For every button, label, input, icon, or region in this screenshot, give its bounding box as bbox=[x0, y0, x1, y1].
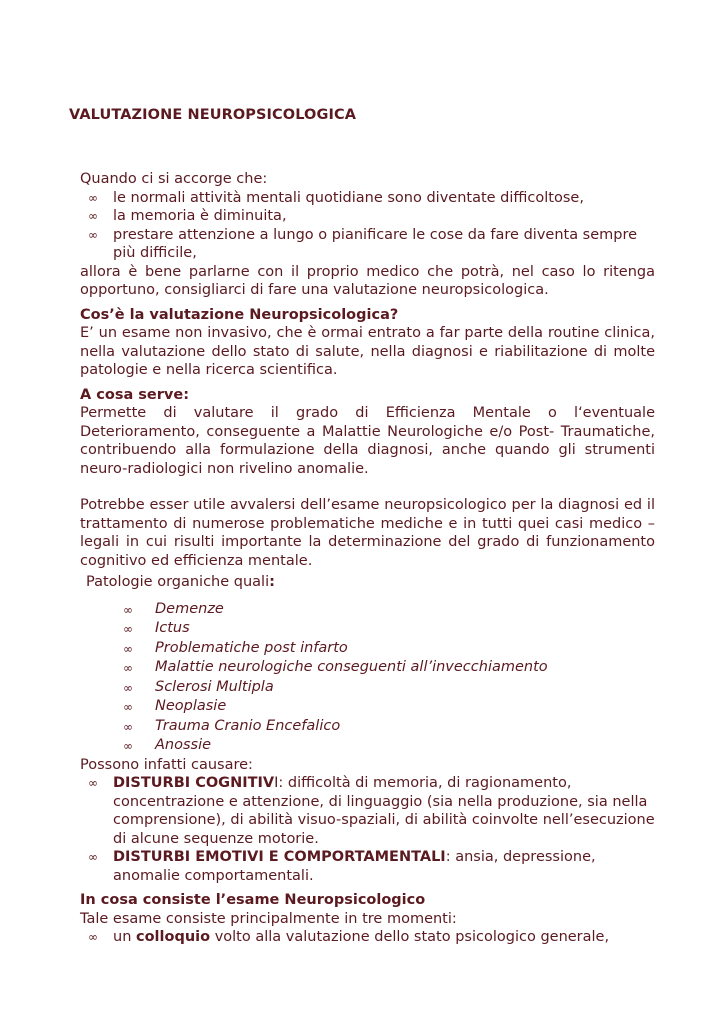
section-heading: Cos’è la valutazione Neuropsicologica? bbox=[80, 306, 399, 323]
list-item: ∞ Sclerosi Multipla bbox=[80, 678, 655, 698]
infinity-bullet-icon: ∞ bbox=[123, 719, 133, 734]
infinity-bullet-icon: ∞ bbox=[88, 930, 98, 944]
list-item: ∞ prestare attenzione a lungo o pianificare le cose da fare diventa sempre più difficile, bbox=[88, 226, 638, 261]
list-item: ∞ un colloquio volto alla valutazione dello stato psicologico generale, bbox=[88, 929, 610, 945]
list-item: ∞ la memoria è diminuita, bbox=[88, 208, 287, 224]
list-item: ∞ Trauma Cranio Encefalico bbox=[80, 717, 655, 737]
infinity-bullet-icon: ∞ bbox=[123, 602, 133, 617]
causes-list bbox=[80, 774, 655, 885]
moments-list bbox=[80, 928, 655, 947]
infinity-bullet-icon: ∞ bbox=[123, 739, 133, 753]
infinity-bullet-icon: ∞ bbox=[123, 680, 133, 695]
section-text: Tale esame consiste principalmente in tre momenti: bbox=[80, 910, 457, 927]
intro-lead: Quando ci si accorge che: bbox=[80, 171, 268, 187]
list-item: ∞ Demenze bbox=[80, 600, 655, 620]
infinity-bullet-icon: ∞ bbox=[88, 209, 98, 223]
infinity-bullet-icon: ∞ bbox=[88, 190, 98, 205]
list-item: ∞ Problematiche post infarto bbox=[80, 639, 655, 659]
infinity-bullet-icon: ∞ bbox=[123, 700, 133, 714]
list-item: ∞ DISTURBI COGNITIVI: difficoltà di memoria, di ragionamento, concentrazione e attenzione, di linguaggio (sia nella produzione, sia nella comprensione), di abilità visuo-spaziali, di abilità coinvolte nell’esecuzione di alcune sequenze motorie. bbox=[88, 775, 655, 847]
intro-list bbox=[80, 189, 655, 263]
section-heading: A cosa serve: bbox=[80, 386, 189, 403]
infinity-bullet-icon: ∞ bbox=[88, 227, 98, 242]
document-body bbox=[80, 170, 655, 947]
patologie-label: Patologie organiche quali: bbox=[86, 574, 275, 590]
patologie-list bbox=[80, 600, 655, 756]
section-text: E’ un esame non invasivo, che è ormai entrato a far parte della routine clinica, nella valutazione dello stato di salute, nella diagnosi e riabilitazione di molte patologie e nella ricerca scientifica. bbox=[80, 325, 655, 378]
list-item: ∞ Neoplasie bbox=[80, 697, 655, 717]
list-item: ∞ Anossie bbox=[80, 736, 655, 756]
list-item: ∞ Ictus bbox=[80, 619, 655, 639]
spacer bbox=[80, 478, 655, 496]
document-title: VALUTAZIONE NEUROPSICOLOGICA bbox=[69, 107, 357, 123]
infinity-bullet-icon: ∞ bbox=[123, 641, 133, 656]
infinity-bullet-icon: ∞ bbox=[88, 776, 98, 790]
section-text: Potrebbe esser utile avvalersi dell’esame neuropsicologico per la diagnosi ed il trattamento di numerose problematiche mediche e in tutti quei casi medico – legali in cui risulti importante la determinazione del grado di funzionamento cognitivo ed efficienza mentale. bbox=[80, 497, 655, 569]
list-item: ∞ le normali attività mentali quotidiane sono diventate difficoltose, bbox=[88, 189, 584, 206]
list-item: ∞ DISTURBI EMOTIVI E COMPORTAMENTALI: ansia, depressione, anomalie comportamentali. bbox=[88, 849, 596, 884]
infinity-bullet-icon: ∞ bbox=[88, 850, 98, 864]
infinity-bullet-icon: ∞ bbox=[123, 622, 133, 636]
causes-lead: Possono infatti causare: bbox=[80, 756, 253, 773]
list-item: ∞ Malattie neurologiche conseguenti all’invecchiamento bbox=[80, 658, 655, 678]
infinity-bullet-icon: ∞ bbox=[123, 661, 133, 675]
intro-closing: allora è bene parlarne con il proprio medico che potrà, nel caso lo ritenga opportuno, consigliarci di fare una valutazione neuropsicologica. bbox=[80, 263, 655, 298]
section-heading: In cosa consiste l’esame Neuropsicologico bbox=[80, 892, 426, 908]
section-text: Permette di valutare il grado di Efficienza Mentale o l‘eventuale Deterioramento, conseguente a Malattie Neurologiche e/o Post- Traumatiche, contribuendo alla formulazione della diagnosi, anche quando gli strumenti neuro-radiologici non rivelino anomalie. bbox=[80, 405, 655, 477]
